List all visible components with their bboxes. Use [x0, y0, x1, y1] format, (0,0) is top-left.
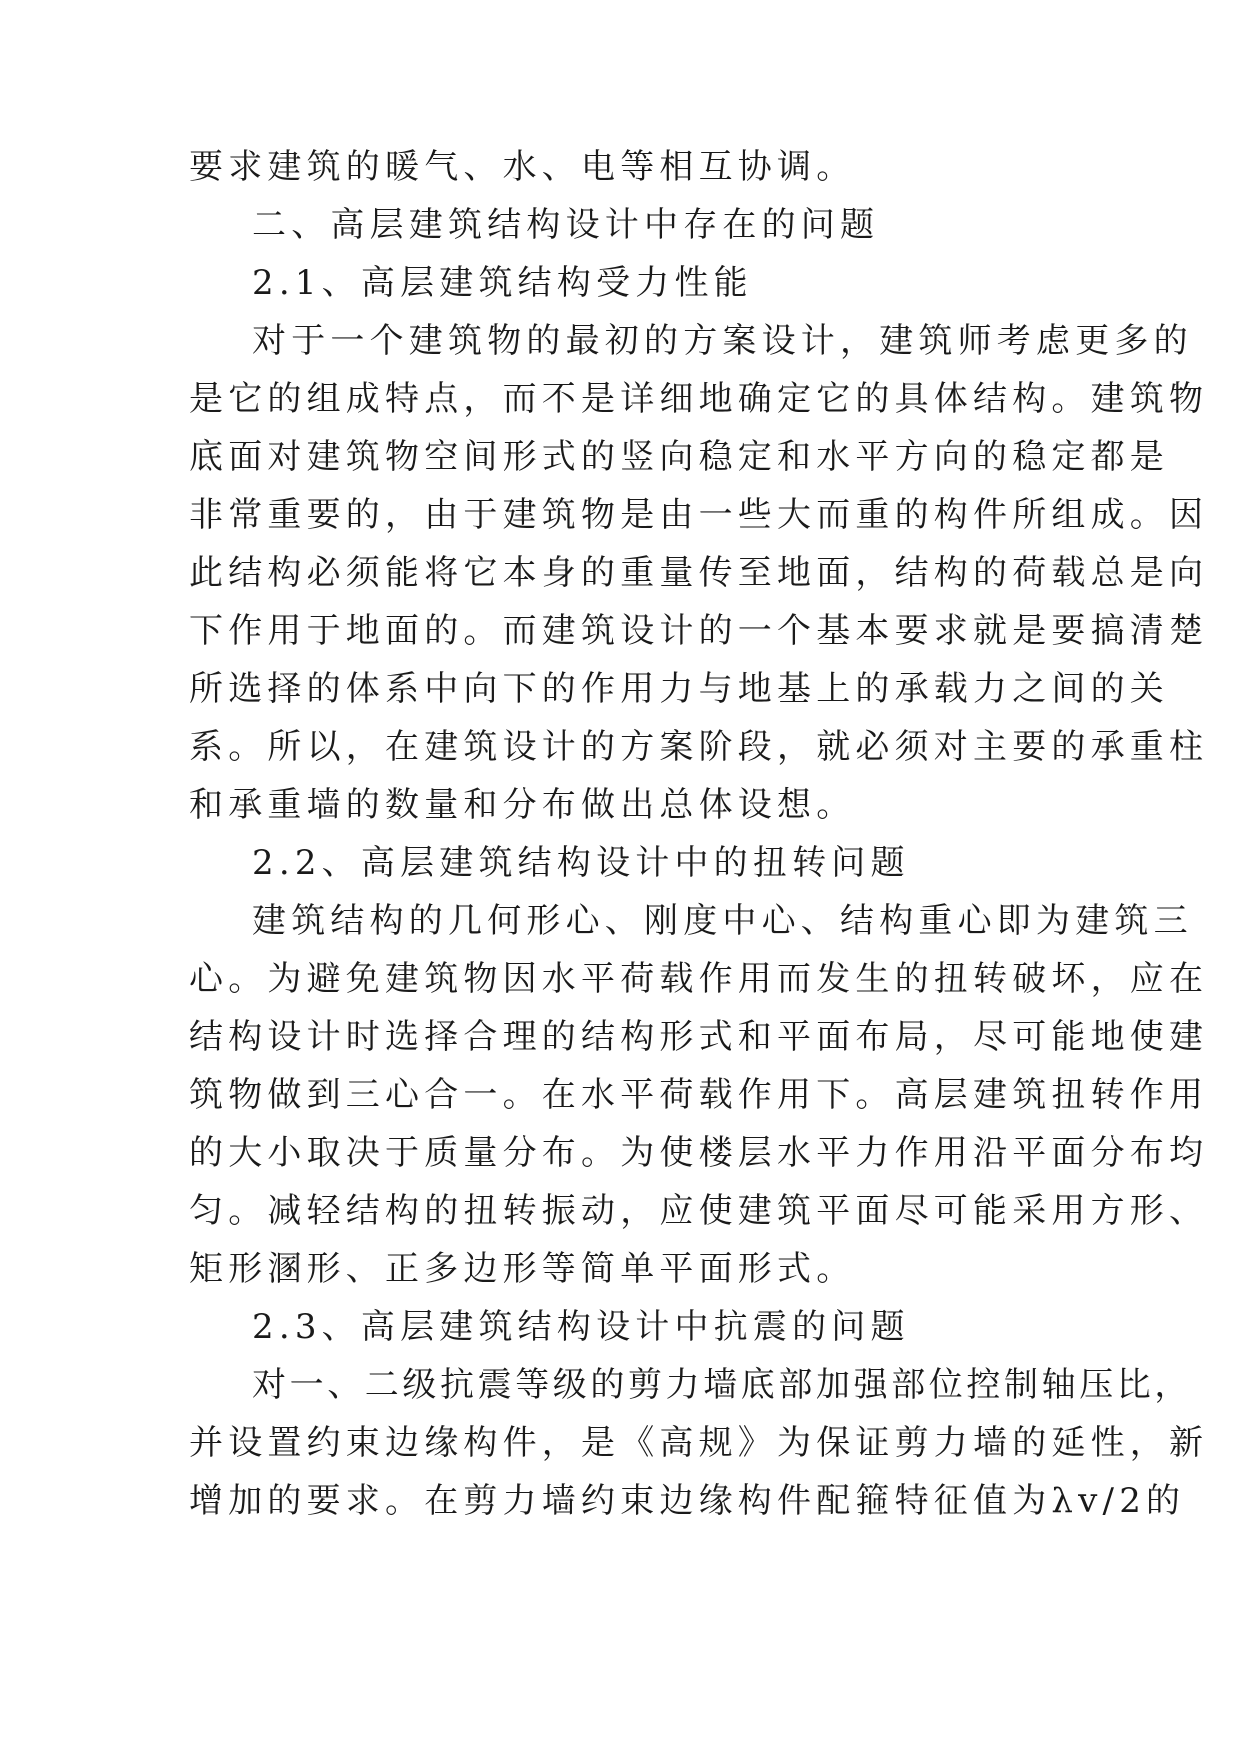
- paragraph-line: 此结构必须能将它本身的重量传至地面，结构的荷载总是向: [189, 553, 1209, 593]
- paragraph-line: 对一、二级抗震等级的剪力墙底部加强部位控制轴压比，: [252, 1365, 1192, 1405]
- paragraph-line: 的大小取决于质量分布。为使楼层水平力作用沿平面分布均: [189, 1133, 1209, 1173]
- paragraph-line: 并设置约束边缘构件，是《高规》为保证剪力墙的延性，新: [189, 1423, 1209, 1463]
- subsection-heading: 2.1、高层建筑结构受力性能: [252, 263, 753, 303]
- paragraph-line: 非常重要的，由于建筑物是由一些大而重的构件所组成。因: [189, 495, 1209, 535]
- section-heading: 二、高层建筑结构设计中存在的问题: [252, 205, 880, 245]
- paragraph-line: 匀。减轻结构的扭转振动，应使建筑平面尽可能采用方形、: [189, 1191, 1209, 1231]
- paragraph-line: 所选择的体系中向下的作用力与地基上的承载力之间的关: [189, 669, 1169, 709]
- paragraph-line: 底面对建筑物空间形式的竖向稳定和水平方向的稳定都是: [189, 437, 1169, 477]
- subsection-heading: 2.3、高层建筑结构设计中抗震的问题: [252, 1307, 910, 1347]
- paragraph-line: 要求建筑的暖气、水、电等相互协调。: [189, 147, 856, 187]
- paragraph-line: 心。为避免建筑物因水平荷载作用而发生的扭转破坏，应在: [189, 959, 1209, 999]
- paragraph-line: 筑物做到三心合一。在水平荷载作用下。高层建筑扭转作用: [189, 1075, 1209, 1115]
- paragraph-line: 和承重墙的数量和分布做出总体设想。: [189, 785, 856, 825]
- paragraph-line: 建筑结构的几何形心、刚度中心、结构重心即为建筑三: [252, 901, 1193, 941]
- subsection-heading: 2.2、高层建筑结构设计中的扭转问题: [252, 843, 910, 883]
- paragraph-line: 下作用于地面的。而建筑设计的一个基本要求就是要搞清楚: [189, 611, 1209, 651]
- paragraph-line: 对于一个建筑物的最初的方案设计，建筑师考虑更多的: [252, 321, 1193, 361]
- paragraph-line: 增加的要求。在剪力墙约束边缘构件配箍特征值为λv/2的: [189, 1481, 1186, 1521]
- paragraph-line: 矩形溷形、正多边形等简单平面形式。: [189, 1249, 856, 1289]
- paragraph-line: 是它的组成特点，而不是详细地确定它的具体结构。建筑物: [189, 379, 1209, 419]
- paragraph-line: 结构设计时选择合理的结构形式和平面布局，尽可能地使建: [189, 1017, 1209, 1057]
- paragraph-line: 系。所以，在建筑设计的方案阶段，就必须对主要的承重柱: [189, 727, 1209, 767]
